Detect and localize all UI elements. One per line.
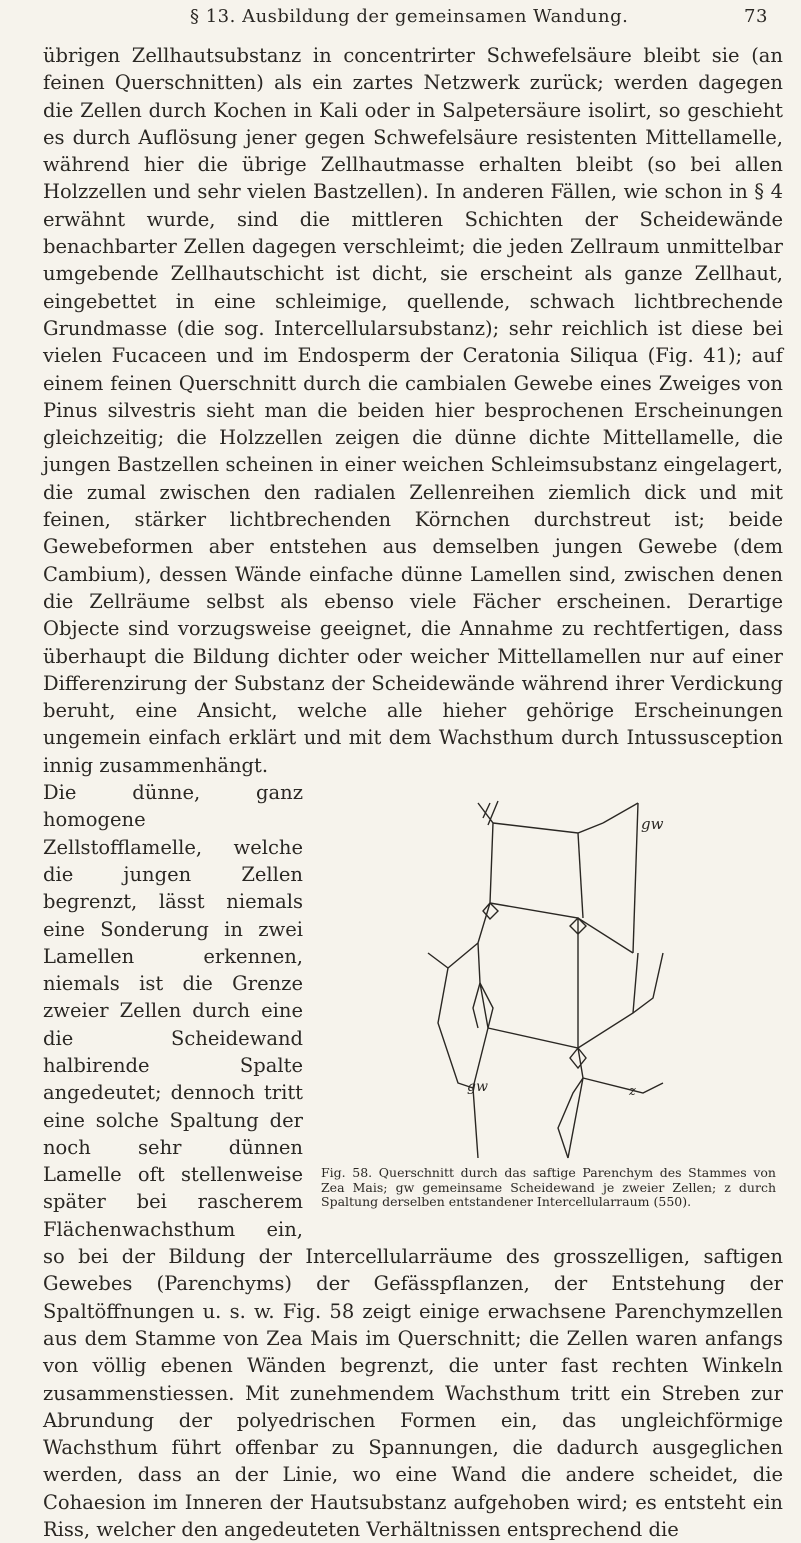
figure-58	[313, 783, 783, 1231]
section-title: § 13. Ausbildung der gemeinsamen Wandung.	[190, 6, 629, 27]
label-z: z	[629, 1084, 636, 1100]
label-gw-left: gw	[467, 1079, 488, 1096]
paragraph: übrigen Zellhautsubstanz in concentrirter Schwefelsäure bleibt sie (an feinen Querschnitten) als ein zartes Netzwerk zurück; werden dagegen die Zellen durch Kochen in Kali oder in Salpetersäure isolirt, so geschieht es durch Auflösung jener gegen Schwefelsäure resistenten Mittellamelle, während hier die übrige Zellhautmasse erhalten bleibt (so bei allen Holzzellen und sehr vielen Bastzellen). In anderen Fällen, wie schon in § 4 erwähnt wurde, sind die mittleren Schichten der Scheidewände benachbarter Zellen dagegen verschleimt; die jeden Zellraum unmittelbar umgebende Zellhautschicht ist dicht, sie erscheint als ganze Zellhaut, eingebettet in eine schleimige, quellende, schwach lichtbrechende Grundmasse (die sog. Intercellularsubstanz); sehr reichlich ist diese bei vielen Fucaceen und im Endosperm der Ceratonia Siliqua (Fig. 41); auf einem feinen Querschnitt durch die cambialen Gewebe eines Zweiges von Pinus silvestris sieht man die beiden hier besprochenen Erscheinungen gleichzeitig; die Holzzellen zeigen die dünne dichte Mittellamelle, die jungen Bastzellen scheinen in einer weichen Schleimsubstanz eingelagert, die zumal zwischen den radialen Zellenreihen ziemlich dick und mit feinen, stärker lichtbrechenden Körnchen durchstreut ist; beide Gewebeformen aber entstehen aus demselben jungen Gewebe (dem Cambium), dessen Wände einfache dünne Lamellen sind, zwischen denen die Zellräume selbst als ebenso viele Fächer erscheinen. Derartige Objecte sind vorzugsweise geeignet, die Annahme zu rechtfertigen, dass überhaupt die Bildung dichter oder weicher Mittellamellen nur auf einer Differenzirung der Substanz der Scheidewände während ihrer Verdickung beruht, eine Ansicht, welche alle hieher gehörige Erscheinungen ungemein einfach erklärt und mit dem Wachsthum durch Intussusception innig zusammenhängt.	[43, 44, 783, 777]
body-text	[43, 42, 783, 1543]
label-gw-top: gw	[641, 815, 664, 834]
figure-caption: Fig. 58. Querschnitt durch das saftige Parenchym des Stammes von Zea Mais; gw gemeinsame Scheidewand je zweier Zellen; z durch Spaltung derselben entstandener Intercellularraum (550).	[321, 1165, 776, 1210]
paragraph: Die dünne, ganz homogene Zellstofflamelle, welche die jungen Zellen begrenzt, lässt niemals eine Sonderung in zwei Lamellen erkennen, niemals ist die Grenze zweier Zellen durch eine die Scheidewand halbirende Spalte angedeutet; dennoch tritt eine solche Spaltung der noch sehr dünnen Lamelle oft stellenweise später bei rascherem Flächenwachsthum ein, so bei der Bildung der Intercellularräume des grosszelligen, saftigen Gewebes (Parenchyms) der Gefässpflanzen, der Entstehung der Spaltöffnungen u. s. w. Fig. 58 zeigt einige erwachsene Parenchymzellen aus dem Stamme von Zea Mais im Querschnitt; die Zellen waren anfangs von völlig ebenen Wänden begrenzt, die unter fast rechten Winkeln zusammenstiessen. Mit zunehmendem Wachsthum tritt ein Streben zur Abrundung der polyedrischen Formen ein, das ungleichförmige Wachsthum führt offenbar zu Spannungen, die dadurch ausgeglichen werden, dass an der Linie, wo eine Wand die andere scheidet, die Cohaesion im Inneren der Hautsubstanz aufgehoben wird; es entsteht ein Riss, welcher den angedeuteten Verhältnissen entsprechend die	[43, 781, 783, 1542]
page-number: 73	[744, 6, 768, 27]
parenchyma-cross-section-drawing	[418, 783, 668, 1163]
running-header	[0, 4, 801, 34]
